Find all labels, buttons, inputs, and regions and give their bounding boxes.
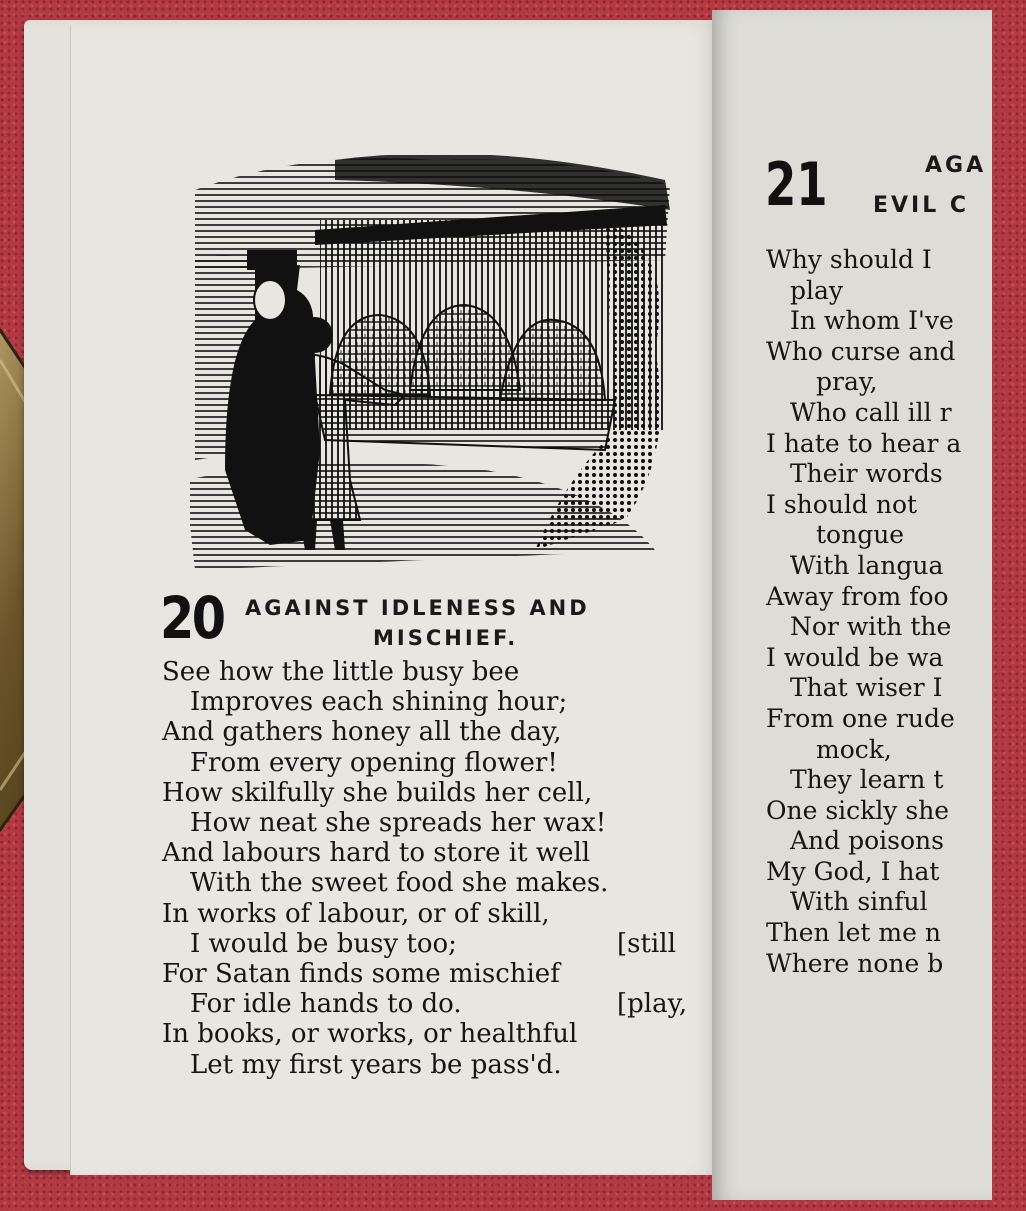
right-hymn-title-line-2: EVIL C <box>873 193 970 218</box>
right-verse-line: I would be wa <box>766 642 944 672</box>
verse-line-text: For Satan finds some mischief <box>162 959 560 990</box>
right-verse-line: They learn t <box>790 765 944 795</box>
right-verse-line: From one rude <box>766 703 955 733</box>
verse-line-carryover: [play, <box>617 989 688 1020</box>
verse-line-text: How skilfully she builds her cell, <box>162 777 593 808</box>
verse-line-text: With the sweet food she makes. <box>190 868 609 899</box>
right-verse-line: tongue <box>816 520 905 550</box>
right-verse-line: Where none b <box>766 948 944 978</box>
verse-line-text: From every opening flower! <box>190 747 558 778</box>
right-hymn-title-line-1: AGA <box>925 153 987 178</box>
verse-line <box>162 717 702 747</box>
right-verse-line: One sickly she <box>766 795 950 825</box>
right-verse-line: Away from foo <box>766 581 949 611</box>
right-verse-line: My God, I hat <box>766 856 940 886</box>
hymn-verse <box>162 657 702 1080</box>
verse-line-carryover: [still <box>617 928 676 959</box>
verse-line <box>162 657 702 687</box>
right-hymn-verse <box>766 245 1026 979</box>
beehive-woodcut-illustration <box>185 150 675 575</box>
right-verse-line: That wiser I <box>790 673 943 703</box>
verse-line <box>162 989 702 1019</box>
verse-line-text: Let my first years be pass'd. <box>190 1049 562 1080</box>
verse-line <box>162 748 702 778</box>
right-verse-line: With langua <box>790 550 944 580</box>
verse-line <box>162 687 702 717</box>
verse-line-text: And gathers honey all the day, <box>162 717 562 748</box>
verse-line-text: And labours hard to store it well <box>162 838 591 869</box>
verse-line <box>162 838 702 868</box>
right-verse-line: Their words <box>790 459 943 489</box>
right-verse-line: Nor with the <box>790 612 952 642</box>
verse-line-text: See how the little busy bee <box>162 657 520 687</box>
hymn-title-line-1: AGAINST IDLENESS AND <box>245 596 590 620</box>
right-hymn-number: 21 <box>765 150 828 220</box>
verse-line <box>162 868 702 898</box>
hymn-title-line-2: MISCHIEF. <box>373 626 519 650</box>
right-verse-line: mock, <box>816 734 892 764</box>
verse-line <box>162 899 702 929</box>
right-verse-line: With sinful <box>790 887 928 917</box>
right-verse-line: Who curse and <box>766 336 956 366</box>
verse-line-text: Improves each shining hour; <box>190 687 568 718</box>
right-verse-line: I hate to hear a <box>766 428 962 458</box>
right-verse-line: play <box>790 275 844 305</box>
verse-line-text: For idle hands to do. <box>190 989 462 1020</box>
verse-line <box>162 929 702 959</box>
verse-line <box>162 778 702 808</box>
right-verse-line: And poisons <box>790 826 944 856</box>
verse-line <box>162 1019 702 1049</box>
hymn-title <box>245 593 695 653</box>
right-verse-line: Who call ill r <box>790 397 952 427</box>
right-verse-line: Why should I <box>766 245 932 274</box>
verse-line-text: I would be busy too; <box>190 928 457 959</box>
hymn-number: 20 <box>160 584 224 652</box>
verse-line-text: In books, or works, or healthful <box>162 1019 578 1050</box>
verse-line <box>162 959 702 989</box>
verse-line <box>162 1050 702 1080</box>
verse-line <box>162 808 702 838</box>
verse-line-text: In works of labour, or of skill, <box>162 898 550 929</box>
right-verse-line: pray, <box>816 367 878 397</box>
right-verse-line: I should not <box>766 489 918 519</box>
right-verse-line: In whom I've <box>790 306 954 336</box>
verse-line-text: How neat she spreads her wax! <box>190 808 607 839</box>
right-verse-line: Then let me n <box>766 918 941 948</box>
